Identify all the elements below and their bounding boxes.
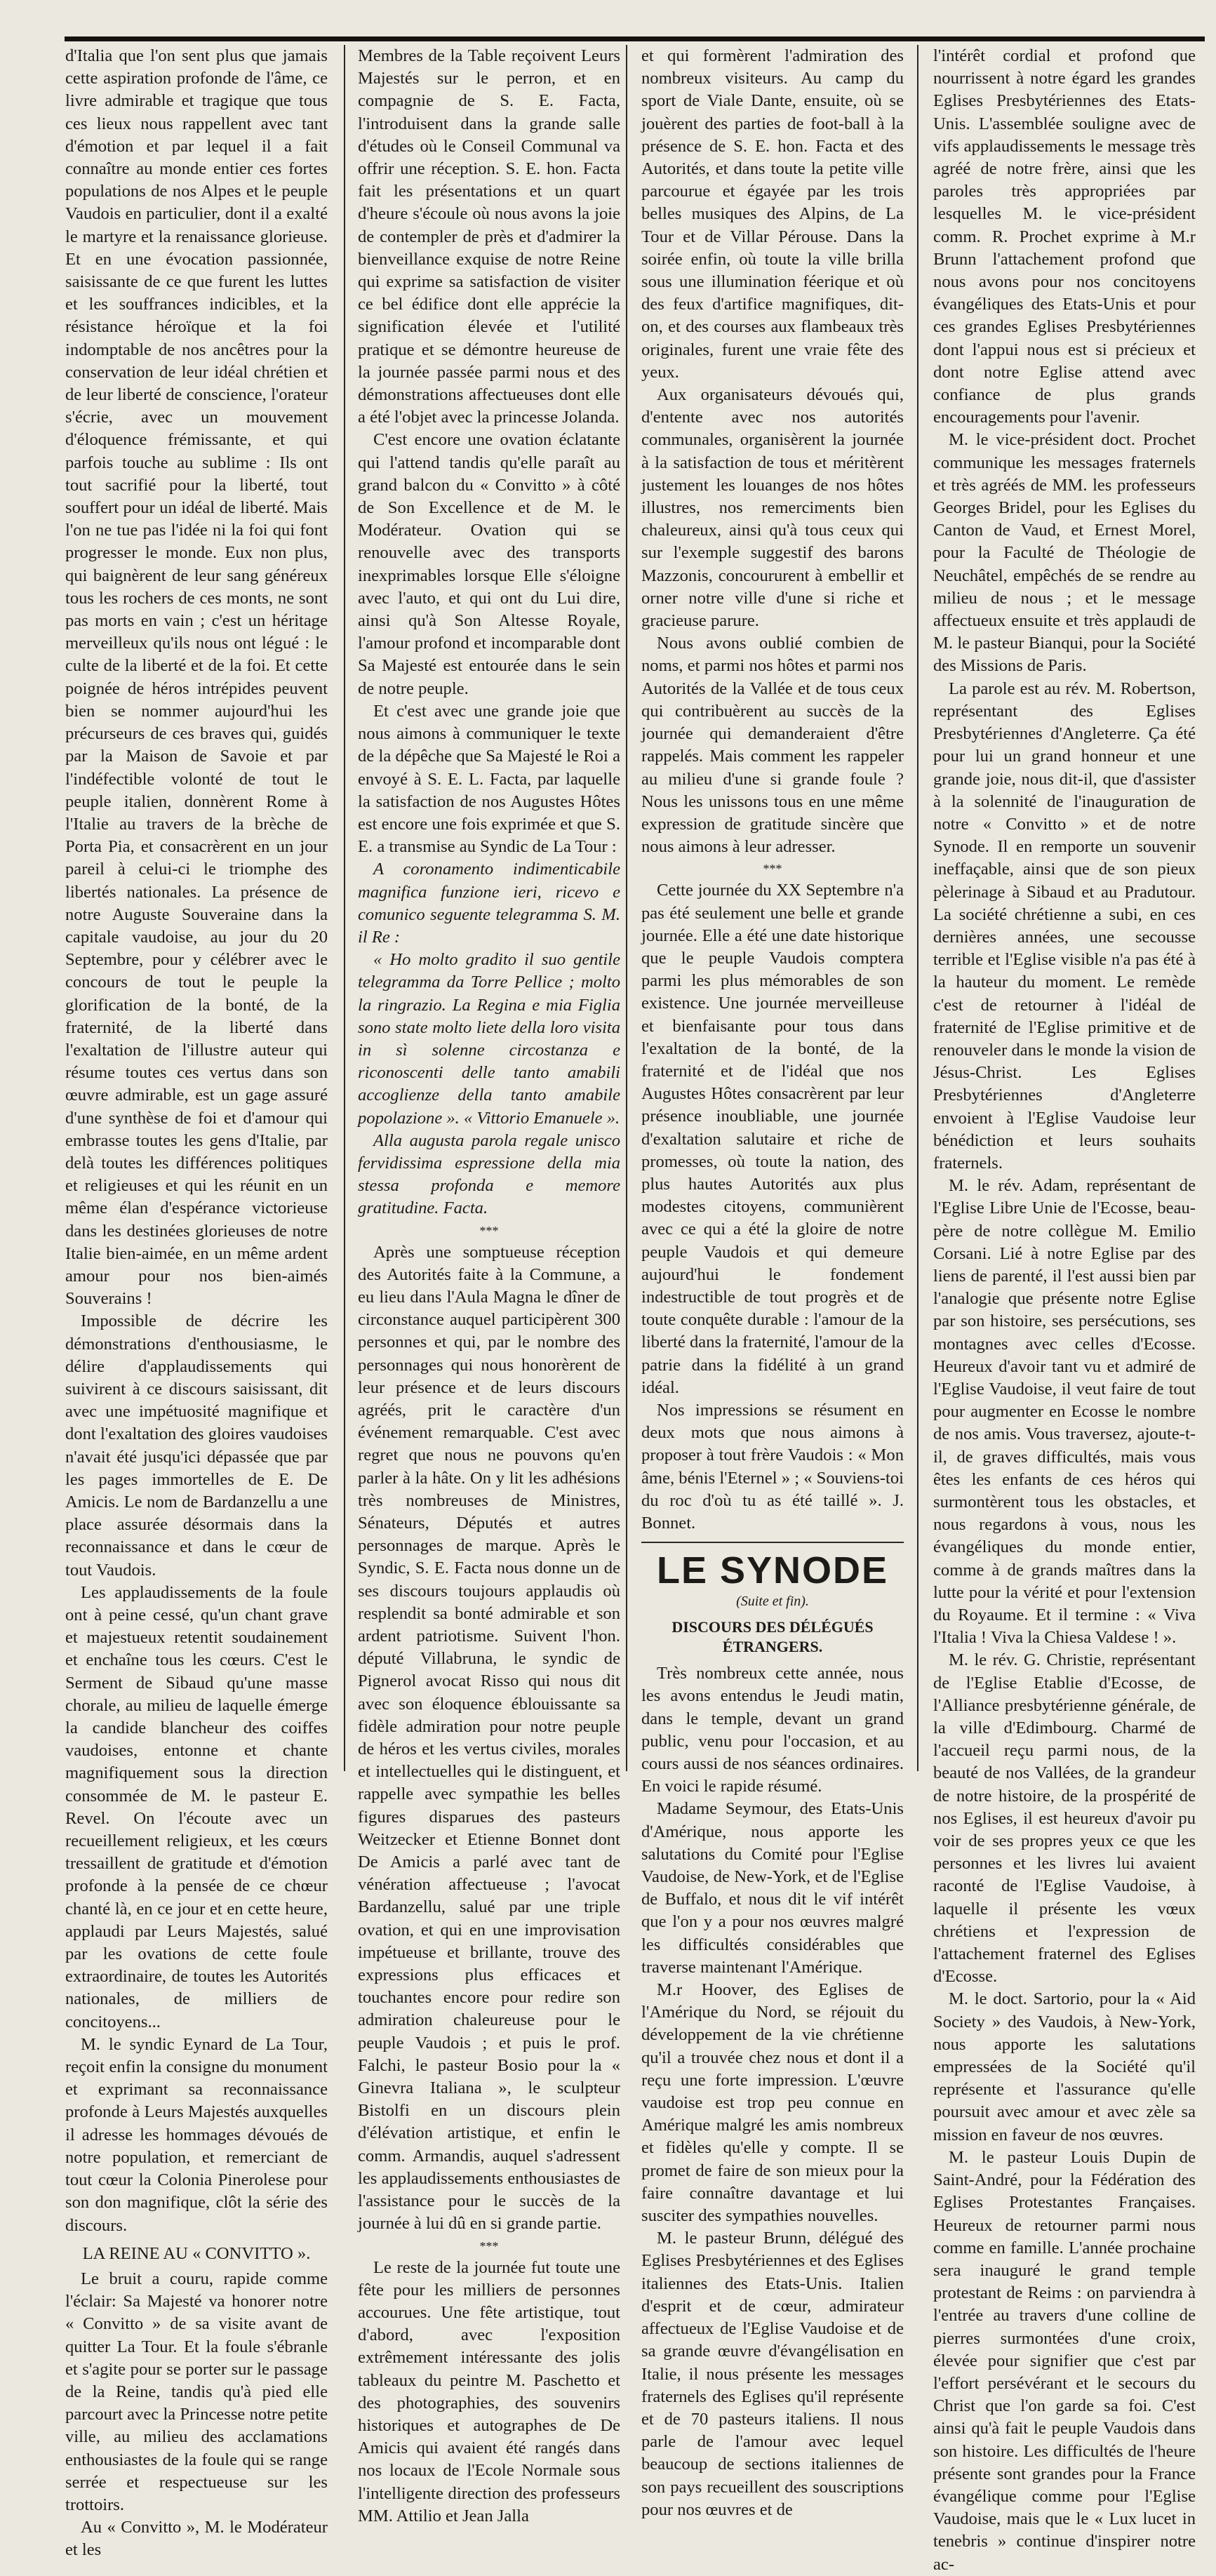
paragraph: l'intérêt cordial et profond que nourrissent à notre égard les grandes Eglises Presbytériennes des Etats-Unis. L'assemblée souligne avec de vifs applaudissements le message très agréé de notre frère, ainsi que les paroles très appropriées par lesquelles M. le vice-président comm. R. Prochet exprime à M.r Brunn l'attachement profond que nous avons pour nos concitoyens évangéliques des Etats-Unis et pour ces grandes Eglises Presbytériennes dont l'appui nous est si précieux et dont notre Eglise attend avec confiance de plus grands encouragements pour l'avenir. xyxy=(933,46,1196,427)
synode-heading: LE SYNODE xyxy=(656,1549,889,1592)
paragraph: Le bruit a couru, rapide comme l'éclair: Sa Majesté va honorer notre « Convitto » de sa visite avant de quitter La Tour. Et la foule s'ébranle et s'agite pour se porter sur le passage de la Reine, tandis qu'à pied elle parcourt avec la Princesse notre petite ville, au milieu des acclamations enthousiastes de la foule qui se range serrée et respectueuse sur les trottoirs. xyxy=(65,2269,328,2514)
section-separator: *** xyxy=(479,1223,499,1238)
paragraph: M. le syndic Eynard de La Tour, reçoit enfin la consigne du monument et exprimant sa reconnaissance profonde à Leurs Majestés auxquelles il adresse les hommages dévoués de notre population, et remerciant de tout cœur la Colonia Pinerolese pour son don magnifique, clôt la série des discours. xyxy=(65,2034,328,2235)
column-4 xyxy=(933,45,1196,2574)
column-divider xyxy=(344,45,345,1771)
paragraph: La parole est au rév. M. Robertson, représentant des Eglises Presbytériennes d'Angleterre. Ça été pour lui un grand honneur et une grande joie, nous dit-il, que d'assister à la solennité de l'inauguration de notre « Convitto » et de notre Synode. Il en remporte un souvenir ineffaçable, ainsi que de son pieux pèlerinage à Sibaud et au Pradutour. La société chrétienne a subi, en ces dernières années, une secousse terrible et l'Eglise visible n'a pas été à la hauteur du moment. Le remède c'est de retourner à l'idéal de fraternité de l'Eglise primitive et de renouveler dans le monde la vision de Jésus-Christ. Les Eglises Presbytériennes d'Angleterre envoient à l'Eglise Vaudoise leur bénédiction et leurs souhaits fraternels. xyxy=(933,679,1196,1173)
column-2 xyxy=(358,45,620,2525)
paragraph: Et c'est avec une grande joie que nous aimons à communiquer le texte de la dépêche que Sa Majesté le Roi a envoyé à S. E. L. Facta, par laquelle la satisfaction de nos Augustes Hôtes est encore une fois exprimée et que S. E. a transmise au Syndic de La Tour : xyxy=(358,701,620,857)
paragraph: Cette journée du XX Septembre n'a pas été seulement une belle et grande journée. Elle a été une date historique que le peuple Vaudois comptera parmi les plus mémorables de son existence. Une journée merveilleuse et bienfaisante pour tous dans l'exaltation de la bonté, de la fraternité et de l'idéal que nos Augustes Hôtes consacrèrent par leur présence inoubliable, une journée d'exaltation salutaire et riche de promesses, où toute la nation, des plus hautes Autorités aux plus modestes citoyens, communièrent avec ce qui a été la gloire de notre peuple Vaudois et qui demeure aujourd'hui le fondement indestructible de tout progrès et de toute conquête durable : l'amour de la liberté dans la fraternité, l'amour de la patrie dans la fidélité à un grand idéal. xyxy=(641,881,904,1397)
paragraph: Au « Convitto », M. le Modérateur et les xyxy=(65,2518,328,2560)
paragraph: M. le rév. G. Christie, représentant de l'Eglise Etablie d'Ecosse, de l'Alliance presbytérienne générale, de la ville d'Edimbourg. Charmé de l'accueil reçu parmi nous, de la beauté de nos Vallées, de la grandeur de notre histoire, de la prospérité de nos Eglises, il est heureux d'avoir pu voir de ses propres yeux ce que les personnes et les livres lui avaient raconté de l'Eglise Vaudoise, à laquelle il présente les vœux chrétiens et l'expression de l'attachement fraternel des Eglises d'Ecosse. xyxy=(933,1650,1196,1987)
paragraph: Impossible de décrire les démonstrations d'enthousiasme, le délire d'applaudissements qui suivirent à ce discours saisissant, dit avec une impétuosité magnifique et dont l'exaltation des gloires vaudoises n'avait été jusqu'ici dépassée que par les pages immortelles de E. De Amicis. Le nom de Bardanzellu a une place assurée désormais dans la reconnaissance et dans le cœur de tout Vaudois. xyxy=(65,1312,328,1580)
paragraph: Aux organisateurs dévoués qui, d'entente avec nos autorités communales, organisèrent la journée à la satisfaction de tous et méritèrent justement les louanges de nos hôtes illustres, nos remerciments bien chaleureux, ainsi qu'à tous ceux qui sur l'exemple suggestif des barons Mazzonis, concoururent à embellir et orner notre ville d'une si riche et gracieuse parure. xyxy=(641,385,904,631)
synode-section-heading: DISCOURS DES DÉLÉGUÉS ÉTRANGERS. xyxy=(672,1618,874,1656)
paragraph: M. le rév. Adam, représentant de l'Eglise Libre Unie de l'Ecosse, beau-père de notre collègue M. Emilio Corsani. Lié à notre Eglise par des liens de parenté, il l'est aussi bien par l'analogie que présente notre Eglise par son histoire, ses persécutions, ses montagnes avec celles d'Ecosse. Heureux d'avoir tant vu et admiré de l'Eglise Vaudoise, il veut faire de tout pour augmenter en Ecosse le nombre de nos amis. Vous traversez, ajoute-t-il, de graves difficultés, mais vous êtes les enfants de ces héros qui surmontèrent tous les obstacles, et nous regardons à vous, nous les évangéliques du monde entier, comme à de grands maîtres dans la lutte pour la vérité et pour l'extension du Royaume. Et il termine : « Viva l'Italia ! Viva la Chiesa Valdese ! ». xyxy=(933,1176,1196,1648)
section-heading: LA REINE AU « CONVITTO ». xyxy=(82,2243,311,2263)
paragraph: Le reste de la journée fut toute une fête pour les milliers de personnes accourues. Une fête artistique, tout d'abord, avec l'exposition extrêmement intéressante des jolis tableaux du peintre M. Paschetto et des photographies, des souvenirs historiques et autographes de De Amicis qui avaient été rangés dans nos locaux de l'Ecole Normale sous l'intelligente direction des professeurs MM. Attilio et Jean Jalla xyxy=(358,2257,620,2525)
telegram-quote: Alla augusta parola regale unisco fervidissima espressione della mia stessa profonda e memore gratitudine. Facta. xyxy=(358,1130,620,1218)
paragraph: Nous avons oublié combien de noms, et parmi nos hôtes et parmi nos Autorités de la Vallée et de tous ceux qui contribuèrent au succès de la journée qui demanderaient d'être rappelés. Mais comment les rappeler au milieu d'une si grande foule ? Nous les unissons tous en une même expression de gratitude sincère que nous aimons à leur adresser. xyxy=(641,634,904,857)
section-separator: *** xyxy=(763,862,782,876)
paragraph: Madame Seymour, des Etats-Unis d'Amérique, nous apporte les salutations du Comité pour l'Eglise Vaudoise, de New-York, et de l'Eglise de Buffalo, et nous dit le vif intérêt que l'on y a pour nos œuvres malgré les difficultés considérables que traverse maintenant l'Amérique. xyxy=(641,1799,904,1977)
telegram-quote: A coronamento indimenticabile magnifica funzione ieri, ricevo e comunico seguente telegramma S. M. il Re : xyxy=(358,860,620,947)
paragraph: Nos impressions se résument en deux mots que nous aimons à proposer à tout frère Vaudois : « Mon âme, bénis l'Eternel » ; « Souviens-toi du roc d'où tu as été taillé ». J. Bonnet. xyxy=(641,1400,904,1533)
paragraph: Très nombreux cette année, nous les avons entendus le Jeudi matin, dans le temple, devant un grand public, venu pour l'occasion, et au cours aussi de nos séances ordinaires. En voici le rapide résumé. xyxy=(641,1664,904,1796)
telegram-quote: « Ho molto gradito il suo gentile telegramma da Torre Pellice ; molto la ringrazio. La Regina e mia Figlia sono state molto liete della loro visita in sì solenne circostanza e riconoscenti delle tanto amabili accoglienze della tanto amabile popolazione ». « Vittorio Emanuele ». xyxy=(358,950,620,1128)
paragraph: M. le doct. Sartorio, pour la « Aid Society » des Vaudois, à New-York, nous apporte les salutations empressées de la Société qu'il représente et l'assurance qu'elle poursuit avec amour et avec zèle sa mission en faveur de nos œuvres. xyxy=(933,1989,1196,2144)
column-divider xyxy=(626,45,627,1771)
column-divider xyxy=(917,45,918,1771)
paragraph: C'est encore une ovation éclatante qui l'attend tandis qu'elle paraît au grand balcon du « Convitto » à côté de Son Excellence et de M. le Modérateur. Ovation qui se renouvelle avec des transports inexprimables lorsque Elle s'éloigne avec l'auto, et qui ont du Lui dire, ainsi qu'à Son Altesse Royale, l'amour profond et incomparable dont Sa Majesté est entourée dans le sein de notre peuple. xyxy=(358,430,620,698)
paragraph: Après une somptueuse réception des Autorités faite à la Commune, a eu lieu dans l'Aula Magna le dîner de circonstance auquel participèrent 300 personnes et qui, par le nombre des personnages qui nous honorèrent de leur présence et de leurs discours agréés, prit le caractère d'un événement remarquable. C'est avec regret que nous ne pouvons qu'en parler à la hâte. On y lit les adhésions très nombreuses de Ministres, Sénateurs, Députés et autres personnages de marque. Après le Syndic, S. E. Facta nous donne un de ses discours toujours applaudis où resplendit sa bonté admirable et son ardent patriotisme. Suivent l'hon. député Villabruna, le syndic de Pignerol avocat Risso qui nous dit avec son éloquence éblouissante sa fidèle admiration pour notre peuple de héros et les vertus civiles, morales et intellectuelles qui le distinguent, et rappelle avec sympathie les belles figures disparues des pasteurs Weitzecker et Etienne Bonnet dont De Amicis a parlé avec tant de vénération affectueuse ; l'avocat Bardanzellu, salué par une triple ovation, et qui en une improvisation impétueuse et brillante, trouve des expressions plus efficaces et touchantes encore pour redire son admiration chaleureuse pour le peuple Vaudois ; et puis le prof. Falchi, le pasteur Bosio pour la « Ginevra Italiana », le sculpteur Bistolfi en un discours plein d'élévation artistique, et enfin le comm. Armandis, auquel s'adressent les applaudissements enthousiastes de l'assistance pour le succès de la journée à lui dû en si grande partie. xyxy=(358,1242,620,2234)
paragraph: Les applaudissements de la foule ont à peine cessé, qu'un chant grave et majestueux retentit soudainement et enchaîne tous les cœurs. C'est le Serment de Sibaud qu'une masse chorale, au milieu de laquelle émerge la candide blancheur des coiffes vaudoises, entonne et chante magnifiquement sous la direction consommée de M. le pasteur E. Revel. On l'écoute avec un recueillement religieux, et les cœurs tressaillent de gratitude et d'émotion profonde à la pensée de ce chœur chanté là, en ce jour et en cette heure, applaudi par Leurs Majestés, salué par les ovations de cette foule extraordinaire, de toutes les Autorités nationales, de milliers de concitoyens... xyxy=(65,1582,328,2031)
paragraph: M. le pasteur Louis Dupin de Saint-André, pour la Fédération des Eglises Protestantes Françaises. Heureux de retourner parmi nous comme en famille. L'année prochaine sera inauguré le grand temple protestant de Reims : on parviendra à l'entrée au travers d'une colline de pierres surmontées d'une croix, élevée pour signifier que c'est par l'effort persévérant et le secours du Christ que l'on garde sa foi. C'est ainsi qu'à fait le peuple Vaudois dans son histoire. Les difficultés de l'heure présente sont grandes pour la France évangélique comme pour l'Eglise Vaudoise, mais que le « Lux lucet in tenebris » continue d'inspirer notre ac- xyxy=(933,2147,1196,2574)
section-separator: *** xyxy=(479,2238,499,2253)
column-1 xyxy=(65,45,328,2560)
paragraph: d'Italia que l'on sent plus que jamais cette aspiration profonde de l'âme, ce livre admirable et tragique que tous ces lieux nous rappellent avec tant d'émotion et par lequel il a fait connaître au monde entier ces fortes populations de nos Alpes et le peuple Vaudois en particulier, dont il a exalté le martyre et la renaissance glorieuse. Et en une évocation passionnée, saisissante de ce que furent les luttes et les souffrances indicibles, et la résistance héroïque et la foi indomptable de nos ancêtres pour la conservation de leur idéal chrétien et de leur liberté de conscience, l'orateur s'écrie, avec un mouvement d'éloquence frémissante, et qui parfois touche au sublime : Ils ont tout sacrifié pour la liberté, tout souffert pour un idéal de liberté. Mais l'on ne tue pas l'idée ni la foi qui font progresser le monde. Eux non plus, qui baignèrent de leur sang généreux tous les rochers de ces monts, ne sont pas morts en vain ; c'est un héritage merveilleux qu'ils nous ont légué : le culte de la liberté et de la foi. Et cette poignée de héros intrépides peuvent bien se nommer aujourd'hui les précurseurs de ces braves qui, guidés par la Maison de Savoie et par l'indéfectible volonté de tout le peuple italien, donnèrent Rome à l'Italie au travers de la brèche de Porta Pia, et consacrèrent en un jour pareil à celui-ci le triomphe des libertés nationales. La présence de notre Auguste Souveraine dans la capitale vaudoise, au jour du 20 Septembre, pour y célébrer avec le concours de tout le peuple la glorification de la bonté, de la fraternité, de la liberté dans l'exaltation de l'illustre auteur qui résume toutes ces vertus dans son œuvre admirable, est un gage assuré d'une synthèse de foi et d'amour qui embrasse toutes les gens d'Italie, par delà toutes les différences politiques et religieuses et qui les réunit en un même élan d'espérance victorieuse dans les destinées glorieuses de notre Italie bien-aimée, en un même ardent amour pour nos bien-aimés Souverains ! xyxy=(65,46,328,1309)
column-3 xyxy=(641,45,904,2519)
synode-subtitle: (Suite et fin). xyxy=(736,1594,809,1610)
paragraph: Membres de la Table reçoivent Leurs Majestés sur le perron, et en compagnie de S. E. Facta, l'introduisent dans la grande salle d'études où le Conseil Communal va offrir une réception. S. E. hon. Facta fait les présentations et un quart d'heure s'écoule où nous avons la joie de contempler de près et d'admirer la bienveillance exquise de notre Reine qui exprime sa satisfaction de visiter ce bel édifice dont elle apprécie la signification élevée et l'utilité pratique et se démontre heureuse de la journée passée parmi nous et des démonstrations affectueuses dont elle a été l'objet avec la princesse Jolanda. xyxy=(358,46,620,427)
section-rule xyxy=(641,1542,904,1543)
paragraph: et qui formèrent l'admiration des nombreux visiteurs. Au camp du sport de Viale Dante, ensuite, où se jouèrent des parties de foot-ball à la présence de S. E. hon. Facta et des Autorités, et dans toute la petite ville parcourue et égayée par les trois belles musiques des Alpins, de La Tour et de Villar Pérouse. Dans la soirée enfin, où toute la ville brilla sous une illumination féerique et où des feux d'artifice magnifiques, dit-on, et des courses aux flambeaux très originales, furent une vraie fête des yeux. xyxy=(641,46,904,382)
paragraph: M.r Hoover, des Eglises de l'Amérique du Nord, se réjouit du développement de la vie chrétienne qu'il a trouvée chez nous et dont il a reçu une forte impression. L'œuvre vaudoise est trop peu connue en Amérique malgré les amis nombreux et fidèles qu'elle y compte. Il se promet de faire de son mieux pour la faire connaître davantage et lui susciter des sympathies nouvelles. xyxy=(641,1980,904,2226)
top-rule xyxy=(65,36,1205,41)
paragraph: M. le vice-président doct. Prochet communique les messages fraternels et très agréés de MM. les professeurs Georges Bridel, pour les Eglises du Canton de Vaud, et Ernest Morel, pour la Faculté de Théologie de Neuchâtel, empêchés de se rendre au milieu de nous ; et le message affectueux ensuite et très applaudi de M. le pasteur Bianqui, pour la Société des Missions de Paris. xyxy=(933,430,1196,676)
paragraph: M. le pasteur Brunn, délégué des Eglises Presbytériennes et des Eglises italiennes des Etats-Unis. Italien d'esprit et de cœur, admirateur affectueux de l'Eglise Vaudoise et de sa grande œuvre d'évangélisation en Italie, il nous présente les messages fraternels des Eglises qu'il représente et de 70 pasteurs italiens. Il nous parle de l'amour avec lequel beaucoup de sections italiennes de son pays recueillent des souscriptions pour nos œuvres et de xyxy=(641,2229,904,2519)
